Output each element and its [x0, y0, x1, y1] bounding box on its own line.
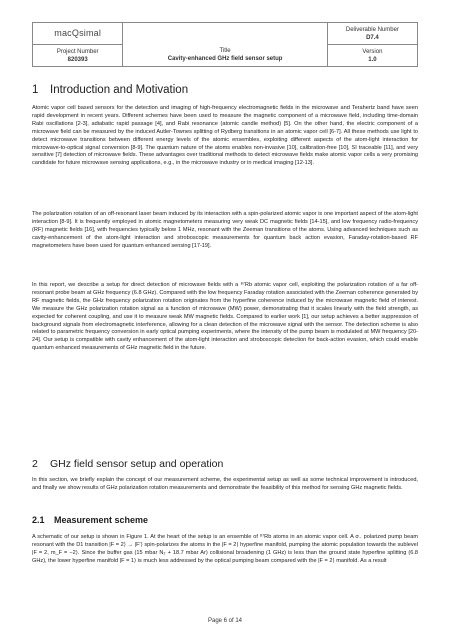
- section-2-paragraph-1: In this section, we briefly explain the concept of our measurement scheme, the experimental setup as well as some technical improvement is introduced, and finally we show results of GHz polarization rotation measurements and demonstrate the feasibility of this method for sensing GHz magnetic fields.: [32, 477, 418, 491]
- header-table: [32, 22, 418, 67]
- title-label: Title: [219, 48, 231, 54]
- section-1-paragraph-1: Atomic vapor cell based sensors for the detection and imaging of high-frequency electromagnetic fields in the microwave and Terahertz band have seen rapid development in recent years. Different schemes have been used to measure the magnetic component of a microwave field, including time-domain Rabi oscillations [2-3], adiabatic rapid passage [4], and Rabi resonance (atomic candle method) [5]. On the other hand, the electric component of a microwave field can be measured by the induced Autler-Townes splitting of Rydberg transitions in an atomic vapor cell [6-7]. All these methods use light to detect microwave transitions between different energy levels of the atomic ensembles, exploiting different aspects of the atom-light interaction for microwave-to-optical signal conversion [8-9]. The quantum nature of the atoms enables non-invasive [10], calibration-free [10], SI traceable [11], and very sensitive [7] detection of microwave fields. These advantages over traditional methods to detect microwave fields make atomic vapor cells a very promising candidate for future microwave sensing applications, e.g., in the microwave industry or in medical imaging [12-13].: [32, 105, 418, 167]
- company-logo: macQsimal: [54, 27, 102, 38]
- project-cell: [33, 45, 123, 67]
- section-2-title: GHz field sensor setup and operation: [50, 458, 224, 470]
- section-1-title: Introduction and Motivation: [50, 84, 189, 96]
- section-2-1-title: Measurement scheme: [54, 515, 149, 525]
- project-label: Project Number: [56, 48, 99, 55]
- deliverable-label: Deliverable Number: [345, 26, 399, 33]
- section-2-1-number: 2.1: [32, 515, 45, 525]
- section-1-heading: [32, 84, 188, 96]
- document-title: Cavity-enhanced GHz field sensor setup: [167, 56, 283, 62]
- section-2-1-paragraph-1: A schematic of our setup is shown in Figure 1. At the heart of the setup is an ensemble of ⁸⁷Rb atoms in an atomic vapor cell. A σ₋ polarized pump beam resonant with the D1 transition |F = 2⟩ → |F′⟩ spin-polarizes the atoms in the |F = 2⟩ hyperfine manifold, pumping the atomic population towards the sublevel |F = 2, m_F = −2⟩. Since the buffer gas (15 mbar N₂ + 18.7 mbar Ar) collisional broadening (1 GHz) is less than the ground state hyperfine splitting (6.8 GHz), the lower hyperfine manifold |F = 1⟩ is much less addressed by the optical pumping beam compared with the |F = 2⟩ manifold. As a result: [32, 534, 418, 564]
- version-label: Version: [362, 48, 383, 55]
- section-1-paragraph-2: The polarization rotation of an off-resonant laser beam induced by its interaction with a spin-polarized atomic vapor is one important aspect of the atom-light interaction [8-9]. It is frequently employed in atomic magnetometers measuring very weak DC magnetic fields [14-15], and low frequency radio-frequency (RF) magnetic fields [16], with frequencies typically below 1 MHz, resonant with the Zeeman transitions of the atoms. Using advanced techniques such as cavity-enhancement of the atom-light interaction and stroboscopic measurements for quantum back action evasion, Faraday-rotation-based RF magnetometers have been used for quantum enhanced sensing [17-19].: [32, 211, 418, 249]
- section-2-number: 2: [32, 458, 38, 470]
- section-1-number: 1: [32, 84, 39, 96]
- logo-cell: [33, 23, 123, 45]
- section-2-1-heading: [32, 515, 148, 525]
- section-2-heading: [32, 458, 223, 470]
- version-cell: [327, 45, 417, 67]
- section-1-paragraph-3: In this report, we describe a setup for direct detection of microwave fields with a ⁸⁷Rb atomic vapor cell, exploiting the polarization rotation of a far off-resonant probe beam at GHz frequency (6.8 GHz). Compared with the low frequency Faraday rotation associated with the Zeeman coherence generated by RF magnetic fields, the GHz frequency polarization rotation originates from the hyperfine coherence induced by the microwave magnetic field of interest. We measure the GHz polarization rotation signal as a function of microwave (MW) power, demonstrating that it scales linearly with the field strength, as expected for coherent coupling, and use it to measure weak MW magnetic fields. Compared to earlier work [1], our setup achieves a better suppression of background signals from electromagnetic interference, allowing for a clean detection of the microwave signal with the sensor. The detection scheme is also related to parametric frequency conversion in early optical pumping experiments, where the intensity of the pump beam is modulated at MW frequency [20-24]. Our setup is compatible with cavity enhancement of the atom-light interaction and stroboscopic detection for back-action evasion, which could enable quantum enhanced measurements of GHz magnetic field in the future.: [32, 282, 418, 352]
- project-number: 820393: [67, 56, 88, 63]
- page-footer: Page 6 of 14: [207, 618, 243, 624]
- title-cell: [123, 23, 327, 67]
- version-number: 1.0: [368, 56, 377, 63]
- deliverable-cell: [327, 23, 417, 45]
- deliverable-number: D7.4: [366, 34, 379, 41]
